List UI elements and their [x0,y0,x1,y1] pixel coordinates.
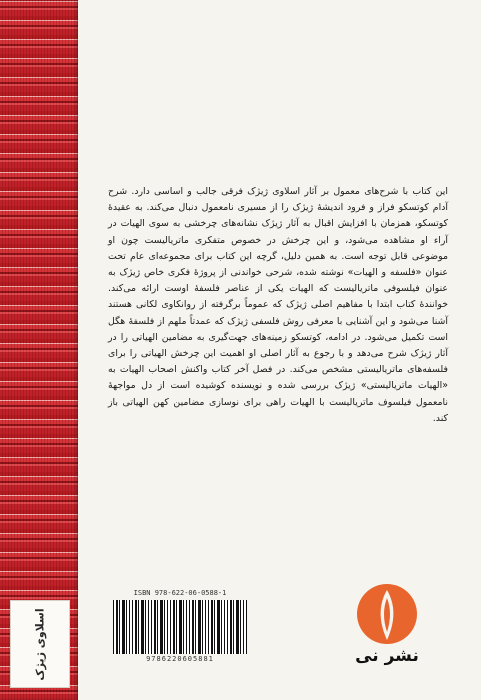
barcode-icon [113,600,247,654]
barcode-block [105,589,255,669]
publisher-name: نشر نی [355,646,419,666]
isbn-text: ISBN 978-622-06-0588-1 [133,589,227,597]
barcode-digits: 9786220605881 [146,655,214,663]
back-cover-blurb: این کتاب با شرح‌های معمول بر آثار اسلاوی ژیژک فرقی جالب و اساسی دارد. شرح آدام کوتسکو فراز و فرود اندیشهٔ ژیژک را از مسیری نامعمول دنبال می‌کند. به عقیدهٔ کوتسکو، همزمان با افزایش اقبال به آثار ژیژک نشانه‌های چرخشی به سوی الهیات در آراء او مشاهده می‌شود، و این چرخش در خصوص متفکری ماتریالیست چون او موضوعی قابل توجه است. به همین دلیل، گرچه این کتاب برای مجموعه‌ای عام تحت عنوان «فلسفه و الهیات» نوشته شده، شرحی خواندنی از پروژهٔ فکری خاص ژیژک به عنوان فیلسوفی ماتریالیست که الهیات یکی از عناصر فلسفهٔ اوست ارائه می‌کند. خوانندهٔ کتاب ابتدا با مفاهیم اصلی ژیژک که عموماً برگرفته از روانکاوی لکانی هستند آشنا می‌شود و این آشنایی با معرفی روش فلسفی ژیژک که عمدتاً ملهم از فلسفهٔ هگل است تکمیل می‌شود. در ادامه، کوتسکو زمینه‌های جهت‌گیری به مضامین الهیاتی را در آثار ژیژک شرح می‌دهد و با رجوع به آثار اصلی او اهمیت این چرخش الهیاتی را برای فلسفه‌های ماتریالیستی مشخص می‌کند. در فصل آخر کتاب واکنش اصحاب الهیات به «الهیات ماتریالیستی» ژیژک بررسی شده و نویسنده کوشیده است از دل مواجههٔ نامعمول فیلسوف ماتریالیست با الهیات راهی برای نوسازی مضامین کهن الهیاتی باز کند. [108,186,448,424]
spine-label [10,600,70,688]
spine-stripe-pattern [0,0,78,700]
spine-label-text: اسلاوی ژیژک [33,607,47,681]
reed-logo-icon [332,582,442,646]
publisher-logo [332,582,442,682]
